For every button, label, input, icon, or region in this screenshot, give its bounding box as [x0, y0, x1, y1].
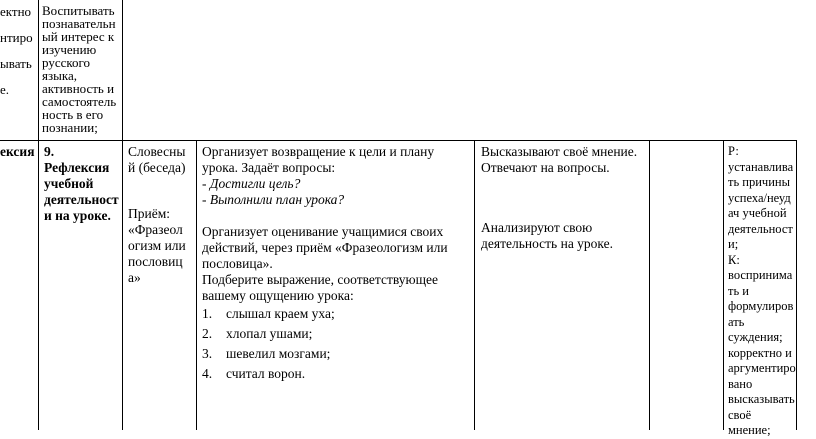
cell-line: Организует возвращение к цели и плану — [202, 144, 435, 159]
top-row-col-a — [0, 4, 37, 98]
uud-cell — [728, 144, 796, 439]
list-item — [202, 366, 474, 382]
table-column-divider — [38, 0, 39, 430]
cell-line: ность в его — [42, 107, 104, 122]
cell-line: К: — [728, 252, 740, 267]
list-item-text: хлопал ушами; — [226, 326, 313, 341]
cell-line: а» — [128, 270, 141, 285]
cell-line: Словесны — [128, 144, 186, 159]
cell-line: й (беседа) — [128, 160, 186, 175]
cell-line: и; — [728, 237, 739, 251]
list-item-number: 1. — [202, 306, 213, 321]
list-item-text: слышал краем уха; — [226, 306, 335, 321]
stage-col-a: ексия — [0, 144, 35, 159]
cell-line: Р: — [728, 144, 739, 158]
cell-line: ывать — [0, 56, 32, 71]
cell-line: пословиц — [128, 254, 183, 269]
cell-line: познании; — [42, 120, 98, 134]
list-item-number: 3. — [202, 346, 213, 361]
list-item-number: 2. — [202, 326, 213, 341]
table-column-divider — [796, 140, 797, 430]
student-activity-cell — [481, 144, 649, 252]
cell-line: пословица». — [202, 256, 273, 271]
cell-line: языка, — [42, 68, 77, 83]
cell-line: ектно — [0, 4, 32, 19]
table-column-divider — [474, 140, 475, 430]
method-cell — [128, 144, 196, 286]
cell-line: учебной — [44, 176, 94, 191]
cell-line: вано — [728, 376, 753, 391]
cell-line: активность и — [42, 81, 115, 96]
cell-line: русского — [42, 55, 91, 70]
teacher-activity-cell — [202, 144, 474, 382]
list-item — [202, 346, 474, 362]
cell-line: ть причины — [728, 175, 790, 189]
cell-line: огизм или — [128, 238, 186, 253]
table-column-divider — [122, 0, 123, 430]
cell-line — [0, 20, 37, 30]
cell-line: и на уроке. — [44, 208, 111, 223]
stage-title-cell — [44, 144, 122, 224]
list-item-text: шевелил мозгами; — [226, 346, 331, 361]
cell-line: е. — [0, 82, 10, 97]
cell-line: нтиро — [0, 30, 33, 45]
cell-line: Приём: — [128, 206, 171, 221]
cell-line: деятельность на уроке. — [481, 236, 614, 251]
cell-line: устанавлива — [728, 159, 794, 174]
cell-line: «Фразеол — [128, 222, 183, 237]
cell-line: своё — [728, 407, 752, 422]
cell-line: Рефлексия — [44, 160, 110, 175]
list-item — [202, 306, 474, 322]
table-column-divider — [196, 140, 197, 430]
cell-line: корректно и — [728, 345, 792, 360]
cell-line: Высказывают своё мнение. — [481, 144, 638, 159]
cell-line: 9. — [44, 144, 55, 159]
cell-line: ть и — [728, 283, 749, 298]
top-row-goal-cell — [42, 4, 122, 134]
cell-line: урока. Задаёт вопросы: — [202, 160, 336, 175]
list-item-text: считал ворон. — [226, 366, 306, 381]
teacher-question: - Выполнили план урока? — [202, 192, 345, 207]
cell-line: деятельност — [728, 221, 793, 236]
cell-line: Отвечают на вопросы. — [481, 160, 610, 175]
cell-line: самостоятель — [42, 94, 117, 109]
cell-line: аргументиро — [728, 361, 796, 375]
cell-line — [0, 72, 37, 82]
list-item — [202, 326, 474, 342]
list-item-number: 4. — [202, 366, 213, 381]
cell-line: успеха/неуд — [728, 190, 791, 205]
cell-line: формулиров — [728, 299, 794, 313]
cell-line: изучению — [42, 42, 97, 57]
cell-line: ать — [728, 314, 745, 329]
cell-line: суждения; — [728, 330, 783, 344]
cell-line: Анализируют свою — [481, 220, 593, 235]
cell-line: высказывать — [728, 392, 795, 406]
cell-line: Воспитывать — [42, 4, 115, 18]
cell-line: познавательн — [42, 16, 116, 31]
cell-line: ый интерес к — [42, 29, 115, 44]
cell-line: вашему ощущению урока: — [202, 288, 354, 303]
teacher-question: - Достигли цель? — [202, 176, 301, 191]
cell-line: ач учебной — [728, 206, 787, 220]
table-column-divider — [723, 140, 724, 430]
cell-line: Подберите выражение, соответствующее — [202, 272, 439, 287]
cell-line: Организует оценивание учащимися своих — [202, 224, 444, 239]
cell-line: мнение; — [728, 423, 771, 437]
empty-cell — [650, 141, 723, 430]
cell-line — [0, 46, 37, 56]
cell-line: воспринима — [728, 268, 793, 282]
cell-line: деятельност — [44, 192, 119, 207]
cell-line: действий, через приём «Фразеологизм или — [202, 240, 448, 255]
